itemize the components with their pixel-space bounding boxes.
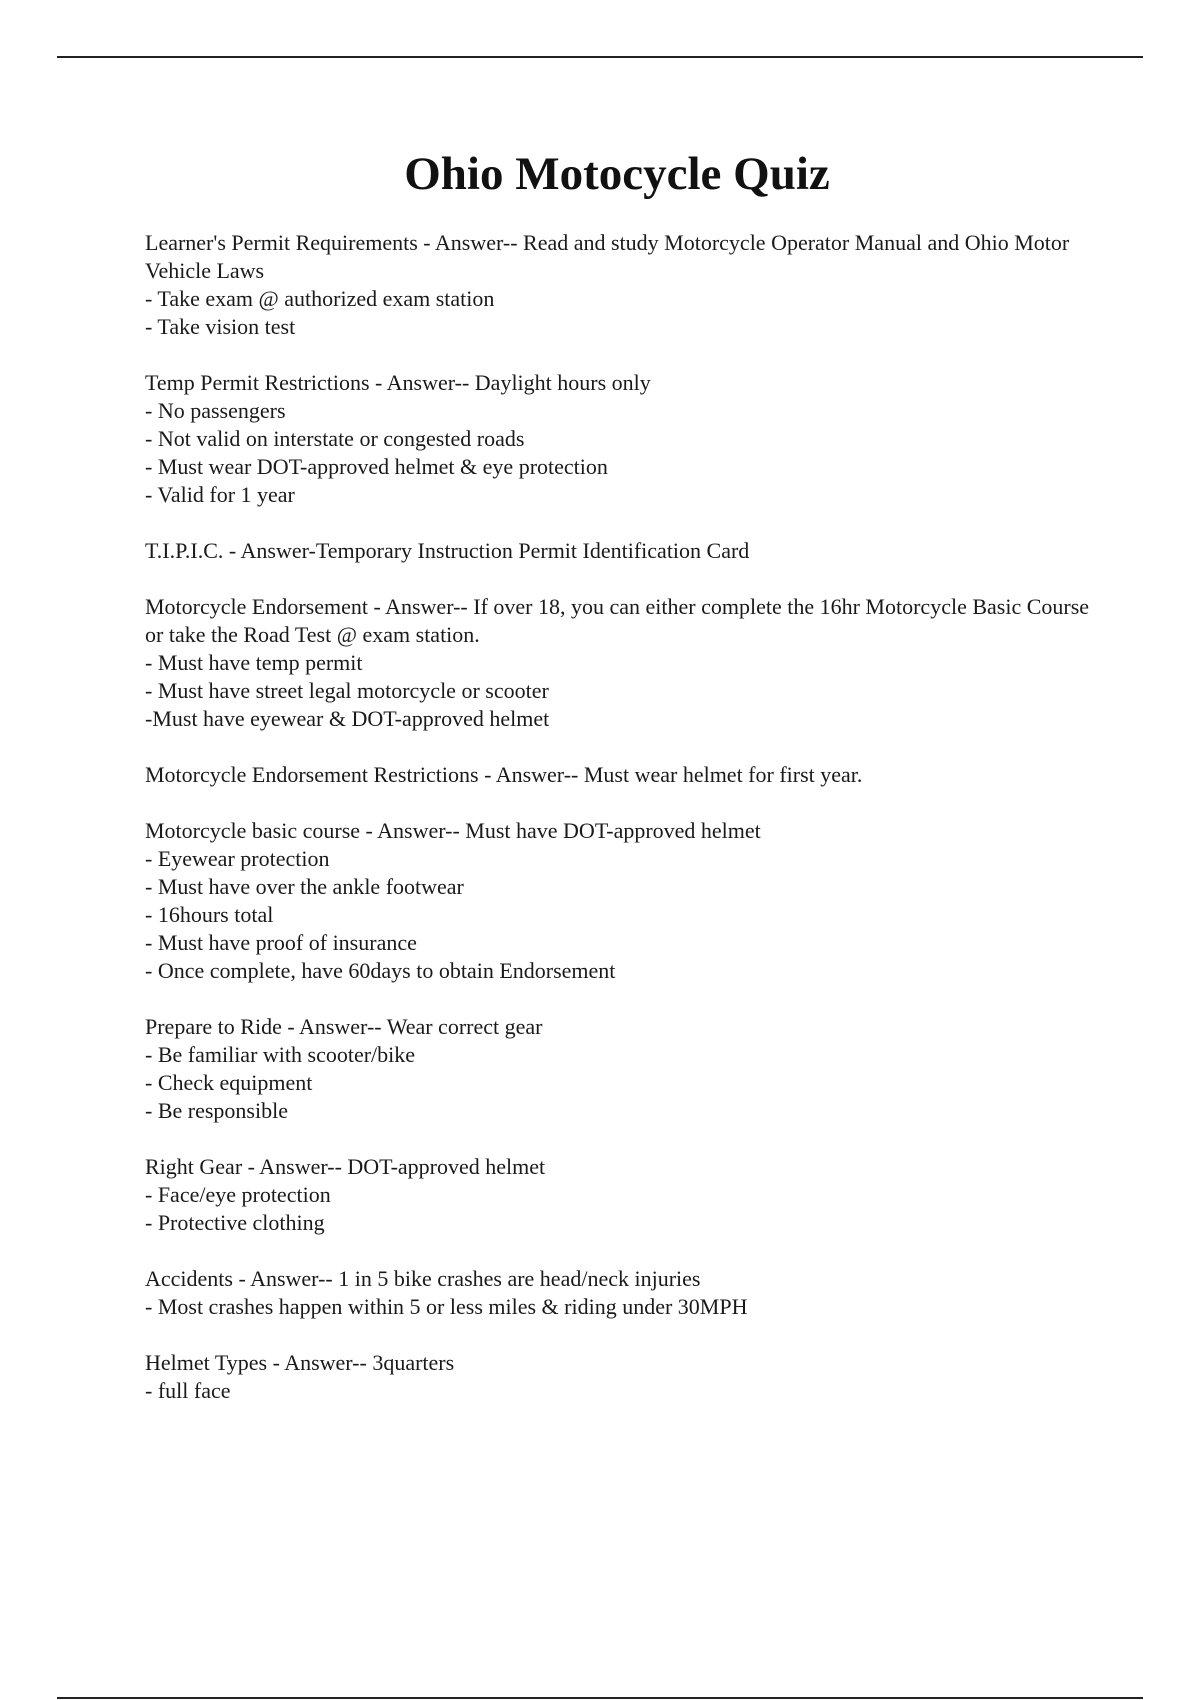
- qa-line: - Check equipment: [145, 1070, 313, 1095]
- qa-line: - Protective clothing: [145, 1210, 325, 1235]
- qa-lead: Learner's Permit Requirements - Answer-- Read and study Motorcycle Operator Manual and Ohio Motor Vehicle Laws: [145, 230, 1070, 283]
- qa-line: - Must have proof of insurance: [145, 930, 417, 955]
- qa-line: - Be responsible: [145, 1098, 288, 1123]
- qa-entry-accidents: [145, 1265, 1105, 1321]
- page-title: Ohio Motocycle Quiz: [404, 148, 830, 200]
- qa-lead: Motorcycle Endorsement Restrictions - Answer-- Must wear helmet for first year.: [145, 762, 863, 787]
- qa-line: - Must wear DOT-approved helmet & eye protection: [145, 454, 608, 479]
- qa-lead: Right Gear - Answer-- DOT-approved helmet: [145, 1154, 546, 1179]
- qa-entry-motorcycle-endorsement: [145, 593, 1105, 733]
- bottom-rule: [57, 1697, 1143, 1699]
- qa-entry-temp-permit: [145, 369, 1105, 509]
- qa-line: - Must have over the ankle footwear: [145, 874, 464, 899]
- qa-lead: T.I.P.I.C. - Answer-Temporary Instruction Permit Identification Card: [145, 538, 750, 563]
- qa-lead: Helmet Types - Answer-- 3quarters: [145, 1350, 455, 1375]
- qa-line: - 16hours total: [145, 902, 274, 927]
- qa-line: - Eyewear protection: [145, 846, 330, 871]
- qa-entry-helmet-types: [145, 1349, 1105, 1405]
- qa-lead: Accidents - Answer-- 1 in 5 bike crashes are head/neck injuries: [145, 1266, 701, 1291]
- qa-entry-tipic: [145, 537, 1105, 565]
- qa-entry-prepare-to-ride: [145, 1013, 1105, 1125]
- qa-lead: Motorcycle basic course - Answer-- Must have DOT-approved helmet: [145, 818, 761, 843]
- qa-entry-basic-course: [145, 817, 1105, 985]
- qa-lead: Temp Permit Restrictions - Answer-- Daylight hours only: [145, 370, 651, 395]
- qa-lead: Motorcycle Endorsement - Answer-- If over 18, you can either complete the 16hr Motorcycle Basic Course or take the Road Test @ exam station.: [145, 594, 1090, 647]
- qa-line: - Not valid on interstate or congested roads: [145, 426, 525, 451]
- qa-line: - Once complete, have 60days to obtain Endorsement: [145, 958, 616, 983]
- qa-entry-right-gear: [145, 1153, 1105, 1237]
- qa-entry-learners-permit: [145, 229, 1105, 341]
- qa-line: - Most crashes happen within 5 or less miles & riding under 30MPH: [145, 1294, 748, 1319]
- top-rule: [57, 56, 1143, 58]
- qa-line: - Take exam @ authorized exam station: [145, 286, 495, 311]
- qa-line: - Be familiar with scooter/bike: [145, 1042, 416, 1067]
- qa-lead: Prepare to Ride - Answer-- Wear correct gear: [145, 1014, 543, 1039]
- qa-line: - full face: [145, 1378, 231, 1403]
- qa-line: - Must have temp permit: [145, 650, 363, 675]
- qa-line: -Must have eyewear & DOT-approved helmet: [145, 706, 550, 731]
- quiz-content: [145, 229, 1105, 1433]
- qa-line: - Valid for 1 year: [145, 482, 295, 507]
- qa-line: - Take vision test: [145, 314, 296, 339]
- qa-line: - Must have street legal motorcycle or scooter: [145, 678, 549, 703]
- qa-entry-endorsement-restrictions: [145, 761, 1105, 789]
- qa-line: - Face/eye protection: [145, 1182, 331, 1207]
- qa-line: - No passengers: [145, 398, 286, 423]
